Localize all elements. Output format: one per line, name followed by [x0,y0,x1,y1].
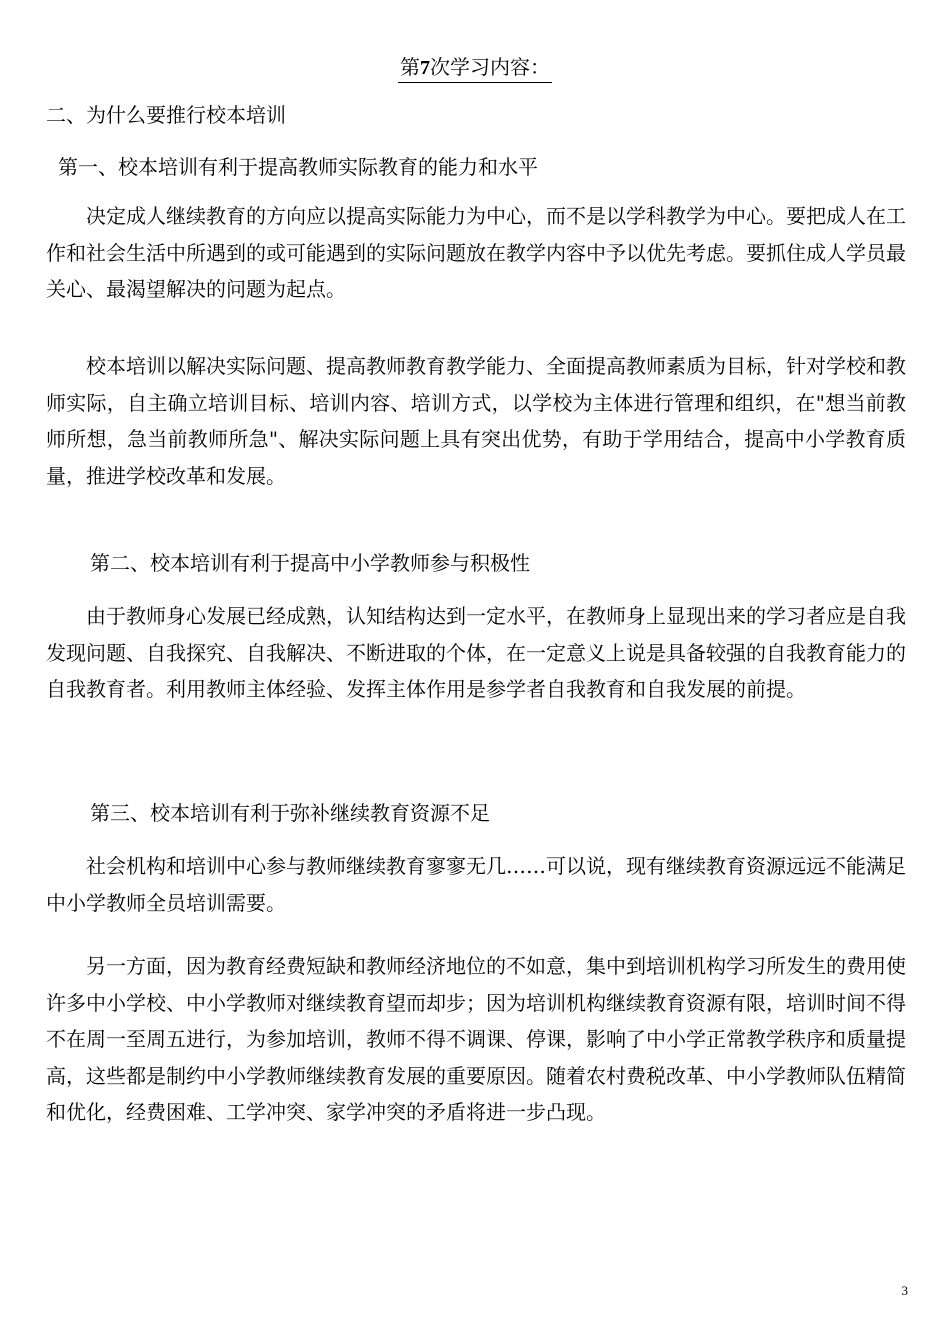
title-underlined [398,54,552,83]
paragraph-5: 另一方面，因为教育经费短缺和教师经济地位的不如意，集中到培训机构学习所发生的费用使许多中小学校、中小学教师对继续教育望而却步；因为培训机构继续教育资源有限，培训时间不得不在周一至周五进行，为参加培训，教师不得不调课、停课，影响了中小学正常教学秩序和质量提高，这些都是制约中小学教师继续教育发展的重要原因。随着农村费税改革、中小学教师队伍精简和优化，经费困难、工学冲突、家学冲突的矛盾将进一步凸现。 [46,954,906,1125]
paragraph-1: 决定成人继续教育的方向应以提高实际能力为中心，而不是以学科教学为中心。要把成人在工作和社会生活中所遇到的或可能遇到的实际问题放在教学内容中予以优先考虑。要抓住成人学员最关心、最渴望解决的问题为起点。 [46,204,906,302]
paragraph-4: 社会机构和培训中心参与教师继续教育寥寥无几……可以说，现有继续教育资源远远不能满足中小学教师全员培训需要。 [46,854,906,915]
subheading-first: 第一、校本培训有利于提高教师实际教育的能力和水平 [58,155,538,179]
title-prefix: 第 [400,55,420,79]
title-suffix: 次学习内容： [430,55,550,79]
paragraph-3: 由于教师身心发展已经成熟，认知结构达到一定水平，在教师身上显现出来的学习者应是自我发现问题、自我探究、自我解决、不断进取的个体，在一定意义上说是具备较强的自我教育能力的自我教育者。利用教师主体经验、发挥主体作用是参学者自我教育和自我发展的前提。 [46,604,906,702]
page-number: 3 [901,1283,908,1298]
subheading-third: 第三、校本培训有利于弥补继续教育资源不足 [90,801,490,825]
title-number: 7 [420,57,430,79]
section-heading: 二、为什么要推行校本培训 [46,103,286,127]
subheading-second: 第二、校本培训有利于提高中小学教师参与积极性 [90,551,530,575]
page-title [0,52,950,83]
paragraph-2: 校本培训以解决实际问题、提高教师教育教学能力、全面提高教师素质为目标，针对学校和教师实际，自主确立培训目标、培训内容、培训方式，以学校为主体进行管理和组织，在"想当前教师所想，急当前教师所急"、解决实际问题上具有突出优势，有助于学用结合，提高中小学教育质量，推进学校改革和发展。 [46,354,906,488]
